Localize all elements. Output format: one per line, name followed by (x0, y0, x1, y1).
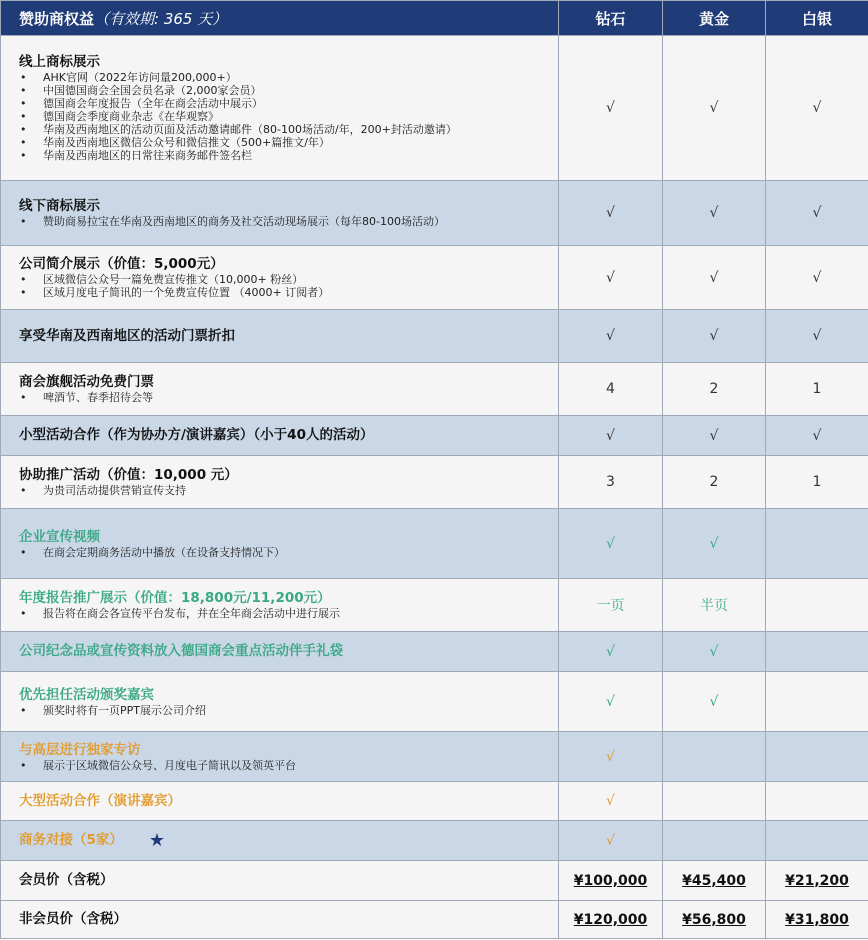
table-row (1, 632, 868, 672)
diamond-value: 一页 (559, 579, 663, 632)
silver-value (766, 821, 868, 861)
table-row (1, 36, 868, 181)
list-item: • 华南及西南地区的活动页面及活动邀请邮件（80-100场活动/年，200+封活动邀请） (19, 123, 552, 136)
diamond-value: 4 (559, 363, 663, 416)
diamond-value: √ (559, 416, 663, 456)
benefit-exclusive-interview: 与高层进行独家专访 • 展示于区域微信公众号、月度电子简讯以及领英平台 (1, 732, 559, 782)
benefit-promo-video: 企业宣传视频 • 在商会定期商务活动中播放（在设备支持情况下） (1, 509, 559, 579)
gold-value: 2 (663, 363, 766, 416)
silver-non-member-price: ¥31,800 (785, 911, 849, 928)
list-item: • 赞助商易拉宝在华南及西南地区的商务及社交活动现场展示（每年80-100场活动） (19, 215, 552, 228)
diamond-value: √ (559, 732, 663, 782)
table-header (1, 1, 868, 36)
silver-value (766, 579, 868, 632)
list-item: • 华南及西南地区微信公众号和微信推文（500+篇推文/年） (19, 136, 552, 149)
silver-value: 1 (766, 363, 868, 416)
tier-gold: 黄金 (663, 1, 766, 36)
silver-value (766, 632, 868, 672)
table-row (1, 246, 868, 310)
validity-period: （有效期: 365 天） (94, 9, 228, 28)
non-member-price-label: 非会员价（含税） (19, 911, 127, 927)
benefit-event-promotion: 协助推广活动（价值：10,000 元） • 为贵司活动提供营销宣传支持 (1, 456, 559, 509)
member-price-label: 会员价（含税） (19, 872, 114, 888)
diamond-value: √ (559, 310, 663, 363)
table-row (1, 732, 868, 782)
silver-value: √ (766, 36, 868, 181)
diamond-value: √ (559, 821, 663, 861)
table-row (1, 456, 868, 509)
list-item: • 颁奖时将有一页PPT展示公司介绍 (19, 704, 552, 717)
table-row (1, 821, 868, 861)
benefit-small-event-cooperation: 小型活动合作（作为协办方/演讲嘉宾）（小于40人的活动） (1, 416, 559, 456)
tier-silver: 白银 (766, 1, 868, 36)
gold-value: √ (663, 310, 766, 363)
list-item: • 中国德国商会全国会员名录（2,000家会员） (19, 84, 552, 97)
list-item: • 报告将在商会各宣传平台发布，并在全年商会活动中进行展示 (19, 607, 552, 620)
list-item: • 展示于区域微信公众号、月度电子简讯以及领英平台 (19, 759, 552, 772)
silver-value: √ (766, 181, 868, 246)
silver-value (766, 782, 868, 821)
benefit-flagship-tickets: 商会旗舰活动免费门票 • 啤酒节、春季招待会等 (1, 363, 559, 416)
diamond-value: √ (559, 181, 663, 246)
gold-value: √ (663, 36, 766, 181)
gold-value (663, 782, 766, 821)
list-item: • AHK官网（2022年访问量200,000+） (19, 71, 552, 84)
gold-member-price: ¥45,400 (682, 872, 746, 889)
diamond-value: √ (559, 36, 663, 181)
benefit-gift-bag: 公司纪念品或宣传资料放入德国商会重点活动伴手礼袋 (1, 632, 559, 672)
list-item: • 华南及西南地区的日常往来商务邮件签名栏 (19, 149, 552, 162)
table-row (1, 363, 868, 416)
gold-value: √ (663, 246, 766, 310)
gold-value: 半页 (663, 579, 766, 632)
benefit-award-presenter: 优先担任活动颁奖嘉宾 • 颁奖时将有一页PPT展示公司介绍 (1, 672, 559, 732)
diamond-non-member-price: ¥120,000 (573, 911, 648, 928)
gold-value: 2 (663, 456, 766, 509)
diamond-value: √ (559, 632, 663, 672)
list-item: • 区域月度电子简讯的一个免费宣传位置 （4000+ 订阅者） (19, 286, 552, 299)
list-item: • 啤酒节、春季招待会等 (19, 391, 552, 404)
silver-value: √ (766, 416, 868, 456)
table-row (1, 416, 868, 456)
diamond-value: √ (559, 672, 663, 732)
benefit-annual-report: 年度报告推广展示（价值：18,800元/11,200元） • 报告将在商会各宣传平台发布，并在全年商会活动中进行展示 (1, 579, 559, 632)
diamond-member-price: ¥100,000 (573, 872, 648, 889)
list-item: • 为贵司活动提供营销宣传支持 (19, 484, 552, 497)
table-row (1, 579, 868, 632)
list-item: • 在商会定期商务活动中播放（在设备支持情况下） (19, 546, 552, 559)
table-row (1, 310, 868, 363)
benefit-company-profile: 公司简介展示（价值：5,000元） • 区域微信公众号一篇免费宣传推文（10,000+ 粉丝） • 区域月度电子简讯的一个免费宣传位置 （4000+ 订阅者） (1, 246, 559, 310)
diamond-value: √ (559, 509, 663, 579)
gold-value: √ (663, 181, 766, 246)
table-row (1, 181, 868, 246)
gold-value: √ (663, 416, 766, 456)
benefit-offline-logo: 线下商标展示 • 赞助商易拉宝在华南及西南地区的商务及社交活动现场展示（每年80-100场活动） (1, 181, 559, 246)
table-row (1, 782, 868, 821)
gold-value: √ (663, 632, 766, 672)
silver-value: √ (766, 310, 868, 363)
silver-value: √ (766, 246, 868, 310)
list-item: • 区域微信公众号一篇免费宣传推文（10,000+ 粉丝） (19, 273, 552, 286)
price-row-member (1, 861, 868, 901)
list-item: • 德国商会季度商业杂志《在华观察》 (19, 110, 552, 123)
list-item: • 德国商会年度报告（全年在商会活动中展示） (19, 97, 552, 110)
table-row (1, 672, 868, 732)
table-row (1, 509, 868, 579)
gold-value (663, 732, 766, 782)
benefit-business-matching: 商务对接（5家） ★ (1, 821, 559, 861)
gold-value: √ (663, 509, 766, 579)
silver-value (766, 672, 868, 732)
benefit-online-logo: 线上商标展示 • AHK官网（2022年访问量200,000+） • 中国德国商会全国会员名录（2,000家会员） • 德国商会年度报告（全年在商会活动中展示） • 德国商会季度商业杂志《在华观察》 • 华南及西南地区的活动页面及活动邀请邮件（80-100场活动/年，200+封活动邀请） • 华南及西南地区微信公众号和微信推文（500+篇推文/年） • 华南及西南地区的日常往来商务邮件签名栏 (1, 36, 559, 181)
tier-diamond: 钻石 (559, 1, 663, 36)
star-icon: ★ (148, 830, 166, 851)
diamond-value: 3 (559, 456, 663, 509)
silver-value (766, 509, 868, 579)
benefit-ticket-discount: 享受华南及西南地区的活动门票折扣 (1, 310, 559, 363)
silver-value (766, 732, 868, 782)
gold-non-member-price: ¥56,800 (682, 911, 746, 928)
gold-value (663, 821, 766, 861)
diamond-value: √ (559, 782, 663, 821)
diamond-value: √ (559, 246, 663, 310)
gold-value: √ (663, 672, 766, 732)
benefit-large-event-cooperation: 大型活动合作（演讲嘉宾） (1, 782, 559, 821)
silver-value: 1 (766, 456, 868, 509)
header-title: 赞助商权益（有效期: 365 天） (1, 1, 559, 36)
price-row-non-member (1, 901, 868, 939)
silver-member-price: ¥21,200 (785, 872, 849, 889)
